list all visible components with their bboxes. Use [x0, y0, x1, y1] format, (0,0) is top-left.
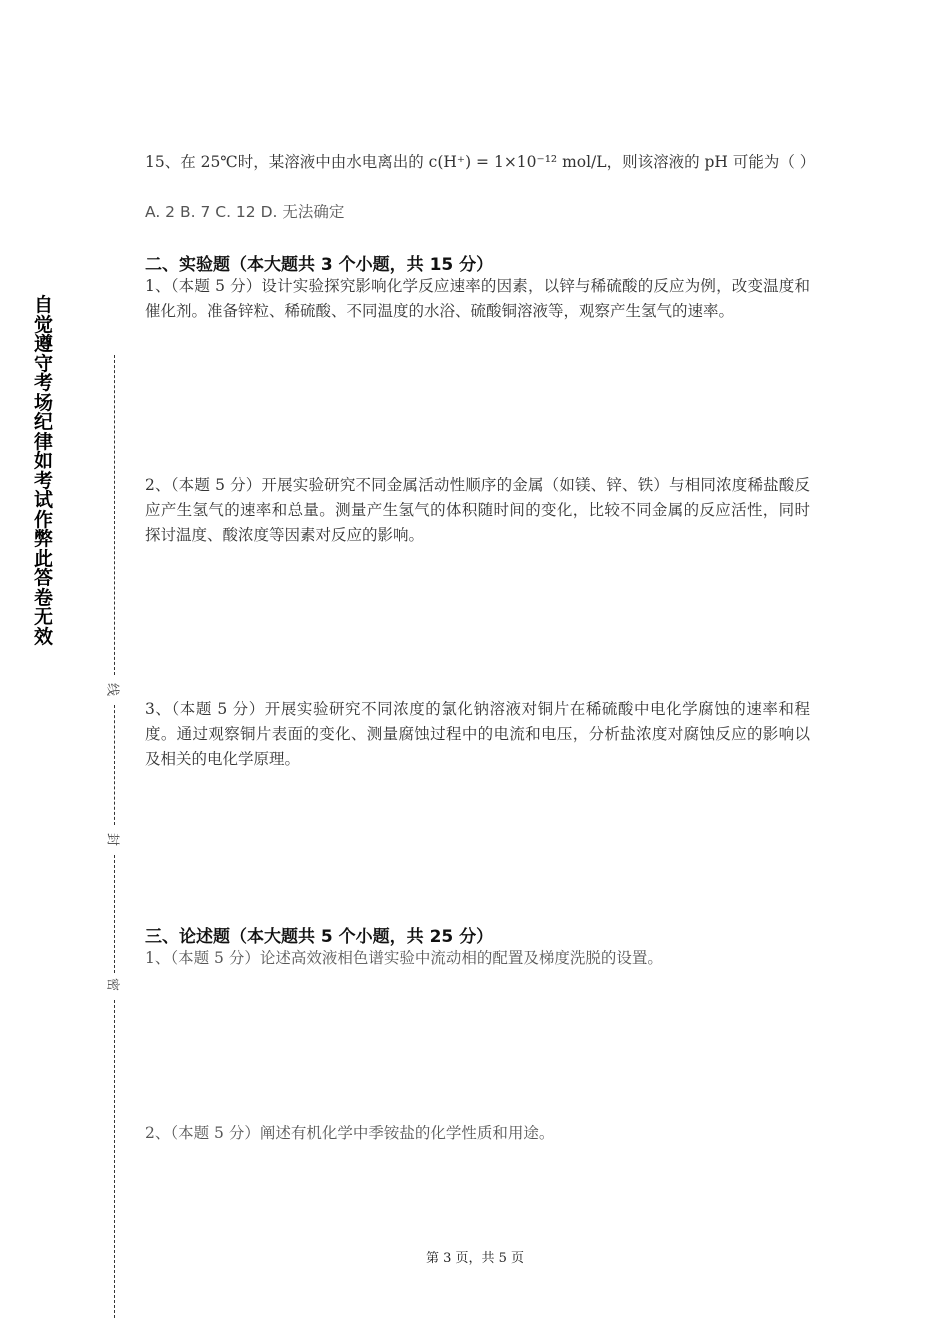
- question-15: 15、在 25℃时，某溶液中由水电离出的 c(H⁺) = 1×10⁻¹² mol/L，则该溶液的 pH 可能为（ ）: [145, 153, 816, 171]
- section-2-title: 二、实验题（本大题共 3 个小题，共 15 分）: [145, 255, 494, 275]
- seal-dashed-line: [114, 855, 115, 973]
- seal-label-line: 线: [104, 682, 120, 696]
- experiment-question-1: 1、（本题 5 分）设计实验探究影响化学反应速率的因素，以锌与稀硫酸的反应为例，改变温度和催化剂。准备锌粒、稀硫酸、不同温度的水浴、硫酸铜溶液等，观察产生氢气的速率。: [145, 277, 810, 320]
- seal-dashed-line: [114, 705, 115, 825]
- exam-discipline-notice: 自觉遵守考场纪律如考试作弊此答卷无效: [34, 294, 54, 648]
- section-3-title: 三、论述题（本大题共 5 个小题，共 25 分）: [145, 927, 494, 947]
- experiment-question-2: 2、（本题 5 分）开展实验研究不同金属活动性顺序的金属（如镁、锌、铁）与相同浓度稀盐酸反应产生氢气的速率和总量。测量产生氢气的体积随时间的变化，比较不同金属的反应活性，同时探讨温度、酸浓度等因素对反应的影响。: [145, 476, 810, 544]
- seal-label-seal: 封: [104, 832, 120, 846]
- page-number: 第 3 页，共 5 页: [425, 1251, 525, 1266]
- question-15-options: A. 2 B. 7 C. 12 D. 无法确定: [145, 203, 345, 221]
- seal-dashed-line: [114, 1000, 115, 1318]
- experiment-question-3: 3、（本题 5 分）开展实验研究不同浓度的氯化钠溶液对铜片在稀硫酸中电化学腐蚀的速率和程度。通过观察铜片表面的变化、测量腐蚀过程中的电流和电压，分析盐浓度对腐蚀反应的影响以及相关的电化学原理。: [145, 700, 810, 768]
- essay-question-2: 2、（本题 5 分）阐述有机化学中季铵盐的化学性质和用途。: [145, 1124, 555, 1142]
- essay-question-1: 1、（本题 5 分）论述高效液相色谱实验中流动相的配置及梯度洗脱的设置。: [145, 949, 663, 967]
- seal-label-secret: 密: [104, 977, 120, 991]
- seal-dashed-line: [114, 355, 115, 675]
